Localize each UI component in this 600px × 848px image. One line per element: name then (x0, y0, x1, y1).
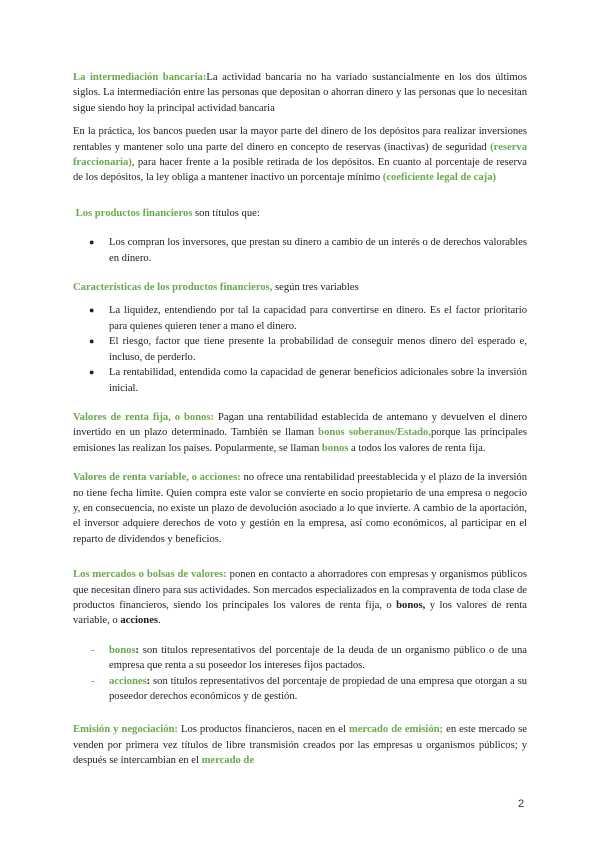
list-item-text: son títulos representativos del porcentaje de propiedad de una empresa que otorgan a su poseedor derechos económicos y de gestión. (109, 675, 527, 702)
dash-icon: - (91, 644, 95, 656)
mercados-list (73, 643, 527, 705)
renta-variable-text: no ofrece una rentabilidad preestablecida y el plazo de la inversión no tiene fecha límite. Quien compra este valor se convierte en socio propietario de una empresa o negocio y, en consecuencia, no existe un plazo de devolución asociado a lo que invierte. A cambio de la aportación, el inversor adquiere derechos de voto y gestión en la empresa, así como económicos, al participar en el reparto de dividendos y beneficios. (73, 472, 527, 545)
list-item-text: La rentabilidad, entendida como la capacidad de generar beneficios adicionales sobre la inversión inicial. (109, 367, 527, 394)
renta-fija-paragraph (73, 410, 527, 456)
productos-heading (73, 206, 527, 221)
bullet-icon: ● (89, 367, 95, 378)
renta-fija-text-b: porque las principales emisiones las realizan los países. Popularmente, se llaman (73, 427, 527, 454)
list-item-text: El riesgo, factor que tiene presente la probabilidad de conseguir menos dinero del esperado e, incluso, de perderlo. (109, 336, 527, 363)
practica-paragraph (73, 124, 527, 186)
renta-variable-paragraph (73, 470, 527, 547)
page-number: 2 (518, 798, 525, 810)
mercados-text-a: ponen en contacto a ahorradores con empresas y organismos públicos que necesitan dinero para sus actividades. Son mercados especializados en la compraventa de toda clase de productos financieros, siendo los principales los valores de renta fija, o (73, 569, 527, 611)
mercados-paragraph (73, 567, 527, 629)
mercados-acciones-term: acciones (120, 615, 159, 627)
caracteristicas-list (73, 303, 527, 395)
bullet-icon: ● (89, 336, 95, 347)
list-item (73, 334, 527, 365)
mercados-text-b: y los valores de renta variable, o (73, 599, 527, 627)
list-item-separator: : (135, 644, 140, 656)
coeficiente-term: (coeficiente legal de caja) (382, 172, 497, 184)
list-item-term: bonos (109, 644, 136, 656)
renta-fija-text-a: Pagan una rentabilidad establecida de antemano y devuelven el dinero invertido en un plazo determinado. También se llaman (73, 411, 527, 439)
reserva-term: (reserva fraccionaria) (73, 141, 527, 169)
bullet-icon: ● (89, 305, 95, 316)
renta-variable-title: Valores de renta variable, o acciones: (73, 472, 241, 484)
mercados-text-c: . (158, 615, 161, 627)
caracteristicas-title: Características de los productos financieros, (73, 282, 273, 294)
list-item-text: son títulos representativos del porcentaje de la deuda de un organismo público o de una empresa que renta a su poseedor los intereses fijos pactados. (109, 644, 527, 672)
emision-paragraph (73, 722, 527, 768)
mercado-de-term: mercado de (201, 755, 255, 767)
list-item-term: acciones (109, 675, 147, 687)
emision-text-b: en este mercado se venden por primera vez títulos de libre transmisión creados por las empresas u organismos públicos; y después se intercambian en el (73, 724, 527, 767)
intermediacion-text: La actividad bancaria no ha variado sustancialmente en los dos últimos siglos. La intermediación entre las personas que depositan o ahorran dinero y las personas que lo necesitan sigue siendo hoy la principal actividad bancaria (73, 72, 527, 114)
mercado-emision-term: mercado de emisión; (348, 724, 444, 736)
practica-text-a: En la práctica, los bancos pueden usar la mayor parte del dinero de los depósitos para realizar inversiones rentables y mantener solo una parte del dinero en concepto de reservas (inactivas) de seguridad (73, 126, 527, 153)
bonos-term: bonos (321, 442, 349, 454)
page-content (73, 70, 527, 769)
productos-title: Los productos financieros (75, 207, 193, 219)
list-item (73, 235, 527, 266)
list-item (73, 365, 527, 396)
caracteristicas-heading (73, 280, 527, 295)
list-item-text: Los compran los inversores, que prestan su dinero a cambio de un interés o de derechos valorables en dinero. (109, 237, 527, 264)
list-item (73, 303, 527, 334)
bonos-soberanos-term: bonos soberanos/Estado, (318, 427, 431, 439)
productos-text: son títulos que: (192, 207, 260, 219)
list-item-text: La liquidez, entendiendo por tal la capacidad para convertirse en dinero. Es el factor prioritario para quienes quieren tener a mano el dinero. (109, 305, 527, 332)
intermediacion-paragraph (73, 70, 527, 116)
intermediacion-title: La intermediación bancaria: (73, 72, 207, 83)
list-item (73, 674, 527, 705)
dash-icon: - (91, 675, 95, 687)
list-item-separator: : (146, 675, 151, 687)
renta-fija-title: Valores de renta fija, o bonos: (73, 411, 215, 423)
productos-list (73, 235, 527, 266)
bullet-icon: ● (89, 237, 95, 248)
mercados-bonos-term: bonos, (396, 599, 426, 611)
practica-text-b: , para hacer frente a la posible retirada de los depósitos. En cuanto al porcentaje de reserva de los depósitos, la ley obliga a mantener inactivo un porcentaje mínimo (73, 157, 527, 184)
mercados-title: Los mercados o bolsas de valores: (73, 569, 227, 581)
renta-fija-text-c: a todos los valores de renta fija. (348, 442, 486, 454)
emision-text-a: Los productos financieros, nacen en el (177, 724, 349, 736)
list-item (73, 643, 527, 674)
emision-title: Emisión y negociación: (73, 724, 178, 736)
caracteristicas-text: según tres variables (272, 282, 359, 294)
